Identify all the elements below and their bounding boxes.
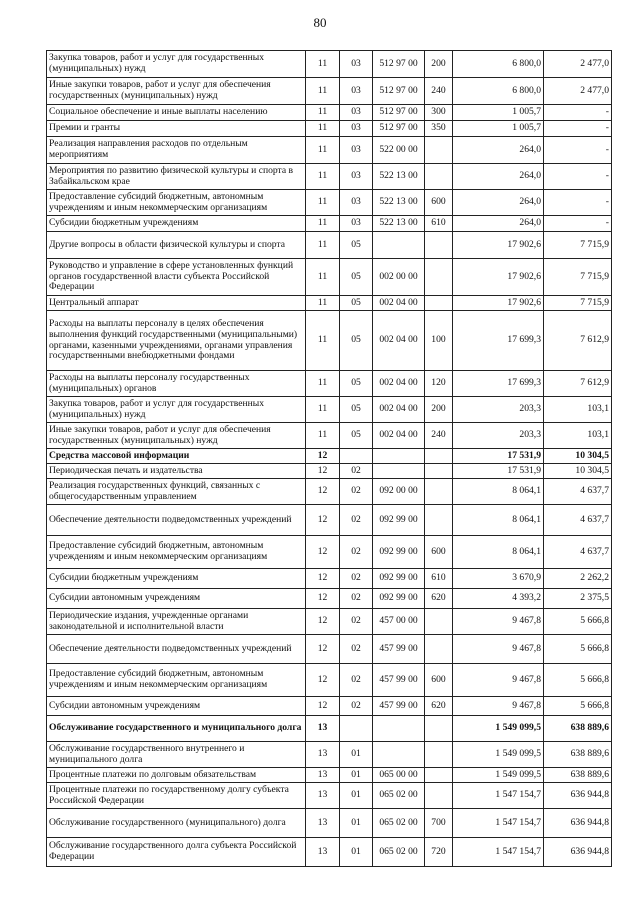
expense-type-cell — [425, 296, 453, 311]
target-article-cell: 522 00 00 — [373, 137, 425, 164]
section-code-cell: 12 — [306, 635, 340, 664]
target-article-cell: 065 02 00 — [373, 809, 425, 838]
subsection-code-cell: 02 — [340, 589, 373, 609]
expense-type-cell: 350 — [425, 121, 453, 137]
expense-type-cell: 600 — [425, 536, 453, 569]
target-article-cell: 092 99 00 — [373, 505, 425, 536]
amount-executed-cell: 2 477,0 — [544, 51, 612, 78]
row-name-cell: Иные закупки товаров, работ и услуг для обеспечения государственных (муниципальных) нужд — [47, 78, 306, 105]
table-row — [47, 768, 612, 783]
section-code-cell: 11 — [306, 423, 340, 449]
target-article-cell: 522 13 00 — [373, 190, 425, 216]
table-row — [47, 609, 612, 635]
amount-approved-cell: 4 393,2 — [453, 589, 544, 609]
section-code-cell: 11 — [306, 190, 340, 216]
table-row — [47, 311, 612, 371]
amount-executed-cell: 5 666,8 — [544, 697, 612, 716]
row-name-cell: Процентные платежи по государственному долгу субъекта Российской Федерации — [47, 783, 306, 809]
subsection-code-cell: 01 — [340, 783, 373, 809]
amount-executed-cell: 7 715,9 — [544, 259, 612, 296]
expense-type-cell: 240 — [425, 78, 453, 105]
expense-type-cell: 600 — [425, 190, 453, 216]
subsection-code-cell: 02 — [340, 635, 373, 664]
amount-executed-cell: - — [544, 137, 612, 164]
expense-type-cell — [425, 635, 453, 664]
table-row — [47, 190, 612, 216]
target-article-cell: 092 00 00 — [373, 479, 425, 505]
amount-approved-cell: 264,0 — [453, 137, 544, 164]
amount-approved-cell: 9 467,8 — [453, 664, 544, 697]
subsection-code-cell: 02 — [340, 697, 373, 716]
target-article-cell: 522 13 00 — [373, 164, 425, 190]
row-name-cell: Премии и гранты — [47, 121, 306, 137]
table-row — [47, 589, 612, 609]
section-code-cell: 11 — [306, 397, 340, 423]
amount-executed-cell: 4 637,7 — [544, 536, 612, 569]
target-article-cell: 065 02 00 — [373, 783, 425, 809]
target-article-cell — [373, 449, 425, 464]
amount-approved-cell: 1 005,7 — [453, 105, 544, 121]
amount-executed-cell: 2 477,0 — [544, 78, 612, 105]
amount-approved-cell: 3 670,9 — [453, 569, 544, 589]
amount-approved-cell: 1 549 099,5 — [453, 716, 544, 742]
amount-approved-cell: 17 699,3 — [453, 371, 544, 397]
table-row — [47, 216, 612, 232]
target-article-cell: 002 00 00 — [373, 259, 425, 296]
subsection-code-cell: 02 — [340, 479, 373, 505]
target-article-cell: 092 99 00 — [373, 569, 425, 589]
table-row — [47, 296, 612, 311]
row-name-cell: Реализация государственных функций, связанных с общегосударственным управлением — [47, 479, 306, 505]
row-name-cell: Иные закупки товаров, работ и услуг для обеспечения государственных (муниципальных) нужд — [47, 423, 306, 449]
row-name-cell: Средства массовой информации — [47, 449, 306, 464]
expense-type-cell: 720 — [425, 838, 453, 867]
amount-approved-cell: 264,0 — [453, 216, 544, 232]
table-row — [47, 479, 612, 505]
amount-approved-cell: 1 547 154,7 — [453, 783, 544, 809]
subsection-code-cell: 05 — [340, 423, 373, 449]
amount-approved-cell: 264,0 — [453, 164, 544, 190]
section-code-cell: 12 — [306, 536, 340, 569]
table-row — [47, 635, 612, 664]
section-code-cell: 11 — [306, 232, 340, 259]
target-article-cell: 065 02 00 — [373, 838, 425, 867]
section-code-cell: 12 — [306, 589, 340, 609]
subsection-code-cell: 02 — [340, 536, 373, 569]
amount-approved-cell: 203,3 — [453, 423, 544, 449]
row-name-cell: Обслуживание государственного внутреннего и муниципального долга — [47, 742, 306, 768]
section-code-cell: 13 — [306, 809, 340, 838]
amount-executed-cell: 638 889,6 — [544, 716, 612, 742]
amount-executed-cell: 10 304,5 — [544, 464, 612, 479]
table-row — [47, 783, 612, 809]
amount-executed-cell: - — [544, 216, 612, 232]
target-article-cell: 002 04 00 — [373, 423, 425, 449]
subsection-code-cell — [340, 716, 373, 742]
table-row — [47, 423, 612, 449]
row-name-cell: Субсидии бюджетным учреждениям — [47, 216, 306, 232]
subsection-code-cell: 05 — [340, 296, 373, 311]
target-article-cell — [373, 464, 425, 479]
expense-type-cell: 120 — [425, 371, 453, 397]
amount-executed-cell: 638 889,6 — [544, 768, 612, 783]
expense-type-cell — [425, 609, 453, 635]
section-code-cell: 12 — [306, 664, 340, 697]
expense-type-cell — [425, 783, 453, 809]
expense-type-cell — [425, 259, 453, 296]
expense-type-cell: 610 — [425, 569, 453, 589]
amount-approved-cell: 1 549 099,5 — [453, 768, 544, 783]
amount-approved-cell: 8 064,1 — [453, 505, 544, 536]
subsection-code-cell: 03 — [340, 78, 373, 105]
subsection-code-cell: 05 — [340, 371, 373, 397]
row-name-cell: Обеспечение деятельности подведомственных учреждений — [47, 505, 306, 536]
table-row — [47, 505, 612, 536]
amount-approved-cell: 6 800,0 — [453, 78, 544, 105]
amount-approved-cell: 1 547 154,7 — [453, 838, 544, 867]
amount-approved-cell: 17 699,3 — [453, 311, 544, 371]
amount-executed-cell: 636 944,8 — [544, 838, 612, 867]
amount-executed-cell: 103,1 — [544, 423, 612, 449]
subsection-code-cell: 05 — [340, 311, 373, 371]
expense-type-cell — [425, 768, 453, 783]
subsection-code-cell: 01 — [340, 838, 373, 867]
row-name-cell: Периодические издания, учрежденные органами законодательной и исполнительной власти — [47, 609, 306, 635]
expense-type-cell: 700 — [425, 809, 453, 838]
table-row — [47, 809, 612, 838]
row-name-cell: Обслуживание государственного и муниципального долга — [47, 716, 306, 742]
amount-approved-cell: 8 064,1 — [453, 536, 544, 569]
expense-type-cell: 200 — [425, 397, 453, 423]
subsection-code-cell: 02 — [340, 609, 373, 635]
amount-executed-cell: - — [544, 105, 612, 121]
section-code-cell: 13 — [306, 838, 340, 867]
table-row — [47, 164, 612, 190]
budget-table — [46, 50, 612, 867]
amount-executed-cell: 5 666,8 — [544, 609, 612, 635]
expense-type-cell — [425, 464, 453, 479]
row-name-cell: Периодическая печать и издательства — [47, 464, 306, 479]
target-article-cell: 457 99 00 — [373, 635, 425, 664]
section-code-cell: 12 — [306, 609, 340, 635]
row-name-cell: Закупка товаров, работ и услуг для государственных (муниципальных) нужд — [47, 397, 306, 423]
target-article-cell: 092 99 00 — [373, 536, 425, 569]
section-code-cell: 12 — [306, 479, 340, 505]
expense-type-cell: 100 — [425, 311, 453, 371]
expense-type-cell — [425, 742, 453, 768]
target-article-cell: 457 99 00 — [373, 697, 425, 716]
subsection-code-cell: 03 — [340, 164, 373, 190]
target-article-cell: 522 13 00 — [373, 216, 425, 232]
target-article-cell: 512 97 00 — [373, 121, 425, 137]
row-name-cell: Другие вопросы в области физической культуры и спорта — [47, 232, 306, 259]
target-article-cell: 512 97 00 — [373, 51, 425, 78]
amount-executed-cell: 636 944,8 — [544, 809, 612, 838]
row-name-cell: Субсидии автономным учреждениям — [47, 697, 306, 716]
amount-executed-cell: 7 612,9 — [544, 311, 612, 371]
subsection-code-cell: 05 — [340, 397, 373, 423]
amount-executed-cell: 636 944,8 — [544, 783, 612, 809]
row-name-cell: Обслуживание государственного долга субъекта Российской Федерации — [47, 838, 306, 867]
amount-executed-cell: - — [544, 164, 612, 190]
subsection-code-cell: 03 — [340, 105, 373, 121]
expense-type-cell: 240 — [425, 423, 453, 449]
target-article-cell: 065 00 00 — [373, 768, 425, 783]
section-code-cell: 13 — [306, 716, 340, 742]
amount-approved-cell: 9 467,8 — [453, 697, 544, 716]
table-row — [47, 78, 612, 105]
row-name-cell: Закупка товаров, работ и услуг для государственных (муниципальных) нужд — [47, 51, 306, 78]
amount-approved-cell: 17 902,6 — [453, 259, 544, 296]
page-number: 80 — [313, 15, 327, 30]
row-name-cell: Мероприятия по развитию физической культуры и спорта в Забайкальском крае — [47, 164, 306, 190]
table-row — [47, 259, 612, 296]
section-code-cell: 13 — [306, 783, 340, 809]
amount-executed-cell: 5 666,8 — [544, 635, 612, 664]
target-article-cell: 512 97 00 — [373, 78, 425, 105]
amount-approved-cell: 17 902,6 — [453, 296, 544, 311]
target-article-cell: 512 97 00 — [373, 105, 425, 121]
section-code-cell: 11 — [306, 121, 340, 137]
expense-type-cell: 610 — [425, 216, 453, 232]
section-code-cell: 12 — [306, 449, 340, 464]
row-name-cell: Предоставление субсидий бюджетным, автономным учреждениям и иным некоммерческим организациям — [47, 536, 306, 569]
amount-executed-cell: 638 889,6 — [544, 742, 612, 768]
target-article-cell: 002 04 00 — [373, 296, 425, 311]
row-name-cell: Расходы на выплаты персоналу в целях обеспечения выполнения функций государственными (муниципальными) органами, казенными учреждениями, органами управления государственными внебюджетными фондами — [47, 311, 306, 371]
section-code-cell: 11 — [306, 216, 340, 232]
target-article-cell — [373, 716, 425, 742]
expense-type-cell: 620 — [425, 589, 453, 609]
expense-type-cell — [425, 716, 453, 742]
table-row — [47, 371, 612, 397]
row-name-cell: Предоставление субсидий бюджетным, автономным учреждениям и иным некоммерческим организациям — [47, 664, 306, 697]
section-code-cell: 11 — [306, 164, 340, 190]
amount-executed-cell: 2 375,5 — [544, 589, 612, 609]
amount-executed-cell: 4 637,7 — [544, 479, 612, 505]
section-code-cell: 11 — [306, 137, 340, 164]
row-name-cell: Социальное обеспечение и иные выплаты населению — [47, 105, 306, 121]
amount-executed-cell: 5 666,8 — [544, 664, 612, 697]
amount-executed-cell: 7 612,9 — [544, 371, 612, 397]
section-code-cell: 11 — [306, 78, 340, 105]
amount-executed-cell: - — [544, 121, 612, 137]
section-code-cell: 12 — [306, 464, 340, 479]
target-article-cell — [373, 742, 425, 768]
table-row — [47, 536, 612, 569]
subsection-code-cell: 02 — [340, 464, 373, 479]
table-row — [47, 464, 612, 479]
row-name-cell: Обслуживание государственного (муниципального) долга — [47, 809, 306, 838]
row-name-cell: Обеспечение деятельности подведомственных учреждений — [47, 635, 306, 664]
amount-approved-cell: 1 549 099,5 — [453, 742, 544, 768]
subsection-code-cell: 03 — [340, 137, 373, 164]
subsection-code-cell: 02 — [340, 664, 373, 697]
amount-approved-cell: 17 531,9 — [453, 449, 544, 464]
target-article-cell: 002 04 00 — [373, 397, 425, 423]
section-code-cell: 11 — [306, 259, 340, 296]
section-code-cell: 12 — [306, 505, 340, 536]
section-code-cell: 11 — [306, 296, 340, 311]
amount-approved-cell: 6 800,0 — [453, 51, 544, 78]
subsection-code-cell: 03 — [340, 51, 373, 78]
table-row — [47, 232, 612, 259]
expense-type-cell — [425, 449, 453, 464]
expense-type-cell — [425, 137, 453, 164]
table-row — [47, 569, 612, 589]
subsection-code-cell: 01 — [340, 742, 373, 768]
subsection-code-cell: 02 — [340, 569, 373, 589]
table-row — [47, 838, 612, 867]
amount-approved-cell: 264,0 — [453, 190, 544, 216]
target-article-cell: 457 00 00 — [373, 609, 425, 635]
expense-type-cell — [425, 164, 453, 190]
table-row — [47, 449, 612, 464]
expense-type-cell — [425, 232, 453, 259]
subsection-code-cell: 01 — [340, 768, 373, 783]
row-name-cell: Центральный аппарат — [47, 296, 306, 311]
section-code-cell: 11 — [306, 105, 340, 121]
section-code-cell: 12 — [306, 569, 340, 589]
amount-executed-cell: 2 262,2 — [544, 569, 612, 589]
table-row — [47, 742, 612, 768]
row-name-cell: Субсидии автономным учреждениям — [47, 589, 306, 609]
budget-table-body — [47, 51, 612, 867]
section-code-cell: 13 — [306, 742, 340, 768]
section-code-cell: 11 — [306, 311, 340, 371]
target-article-cell — [373, 232, 425, 259]
amount-executed-cell: - — [544, 190, 612, 216]
row-name-cell: Субсидии бюджетным учреждениям — [47, 569, 306, 589]
row-name-cell: Руководство и управление в сфере установленных функций органов государственной власти субъекта Российской Федерации — [47, 259, 306, 296]
table-row — [47, 51, 612, 78]
subsection-code-cell: 05 — [340, 232, 373, 259]
expense-type-cell — [425, 479, 453, 505]
section-code-cell: 11 — [306, 51, 340, 78]
subsection-code-cell: 03 — [340, 216, 373, 232]
table-row — [47, 664, 612, 697]
section-code-cell: 12 — [306, 697, 340, 716]
amount-approved-cell: 1 005,7 — [453, 121, 544, 137]
amount-executed-cell: 103,1 — [544, 397, 612, 423]
subsection-code-cell: 03 — [340, 121, 373, 137]
section-code-cell: 13 — [306, 768, 340, 783]
amount-approved-cell: 9 467,8 — [453, 635, 544, 664]
table-row — [47, 105, 612, 121]
expense-type-cell: 300 — [425, 105, 453, 121]
expense-type-cell: 620 — [425, 697, 453, 716]
table-row — [47, 121, 612, 137]
target-article-cell: 457 99 00 — [373, 664, 425, 697]
amount-executed-cell: 7 715,9 — [544, 296, 612, 311]
expense-type-cell: 200 — [425, 51, 453, 78]
amount-executed-cell: 7 715,9 — [544, 232, 612, 259]
subsection-code-cell: 05 — [340, 259, 373, 296]
subsection-code-cell: 02 — [340, 505, 373, 536]
amount-executed-cell: 10 304,5 — [544, 449, 612, 464]
expense-type-cell — [425, 505, 453, 536]
row-name-cell: Расходы на выплаты персоналу государственных (муниципальных) органов — [47, 371, 306, 397]
target-article-cell: 002 04 00 — [373, 311, 425, 371]
amount-approved-cell: 9 467,8 — [453, 609, 544, 635]
subsection-code-cell: 01 — [340, 809, 373, 838]
amount-approved-cell: 8 064,1 — [453, 479, 544, 505]
table-row — [47, 716, 612, 742]
row-name-cell: Предоставление субсидий бюджетным, автономным учреждениям и иным некоммерческим организациям — [47, 190, 306, 216]
table-row — [47, 697, 612, 716]
subsection-code-cell — [340, 449, 373, 464]
amount-executed-cell: 4 637,7 — [544, 505, 612, 536]
section-code-cell: 11 — [306, 371, 340, 397]
amount-approved-cell: 17 531,9 — [453, 464, 544, 479]
expense-type-cell: 600 — [425, 664, 453, 697]
row-name-cell: Реализация направления расходов по отдельным мероприятиям — [47, 137, 306, 164]
table-row — [47, 137, 612, 164]
target-article-cell: 002 04 00 — [373, 371, 425, 397]
target-article-cell: 092 99 00 — [373, 589, 425, 609]
amount-approved-cell: 1 547 154,7 — [453, 809, 544, 838]
row-name-cell: Процентные платежи по долговым обязательствам — [47, 768, 306, 783]
amount-approved-cell: 203,3 — [453, 397, 544, 423]
amount-approved-cell: 17 902,6 — [453, 232, 544, 259]
table-row — [47, 397, 612, 423]
subsection-code-cell: 03 — [340, 190, 373, 216]
